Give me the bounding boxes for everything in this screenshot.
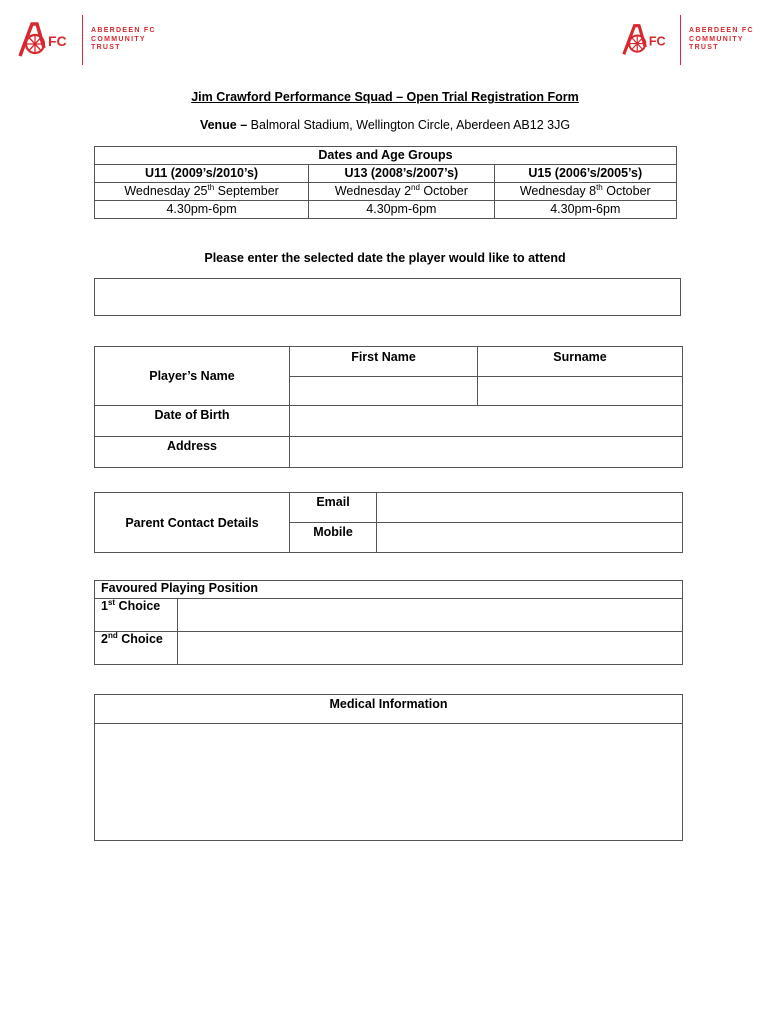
medical-information-table (94, 694, 683, 841)
dates-table (94, 146, 677, 219)
logo-line-1: ABERDEEN FC (91, 27, 156, 35)
mobile-field[interactable] (377, 523, 683, 553)
second-choice-field[interactable] (178, 632, 683, 665)
svg-text:FC: FC (648, 34, 666, 49)
date-u13: Wednesday 2nd October (309, 183, 494, 201)
date-u15: Wednesday 8th October (494, 183, 676, 201)
playing-position-header: Favoured Playing Position (95, 581, 683, 599)
time-row (95, 201, 677, 219)
date-u11: Wednesday 25th September (95, 183, 309, 201)
age-group-u11: U11 (2009’s/2010’s) (95, 165, 309, 183)
time-u13: 4.30pm-6pm (309, 201, 494, 219)
first-name-label: First Name (290, 347, 478, 377)
first-name-field[interactable] (290, 377, 478, 406)
parent-contact-label: Parent Contact Details (95, 493, 290, 553)
email-label: Email (290, 493, 377, 523)
email-field[interactable] (377, 493, 683, 523)
first-choice-label: 1st Choice (95, 599, 178, 632)
dates-table-header: Dates and Age Groups (95, 147, 677, 165)
afc-community-trust-logo-right (622, 14, 754, 66)
logo-wordmark (689, 27, 754, 53)
selected-date-field[interactable] (94, 278, 681, 316)
age-group-u15: U15 (2006’s/2005’s) (494, 165, 676, 183)
first-choice-field[interactable] (178, 599, 683, 632)
date-of-birth-label: Date of Birth (95, 406, 290, 437)
logo-line-2: COMMUNITY (689, 35, 744, 43)
player-details-table (94, 346, 683, 468)
surname-label: Surname (478, 347, 683, 377)
venue-line (0, 118, 770, 132)
address-label: Address (95, 437, 290, 468)
time-u15: 4.30pm-6pm (494, 201, 676, 219)
logo-line-3: TRUST (91, 44, 121, 52)
venue-label: Venue – (199, 118, 248, 132)
form-title: Jim Crawford Performance Squad – Open Trial Registration Form (191, 90, 579, 104)
parent-contact-table (94, 492, 683, 553)
age-group-u13: U13 (2008’s/2007’s) (309, 165, 494, 183)
logo-line-3: TRUST (689, 44, 719, 52)
age-group-row (95, 165, 677, 183)
logo-line-1: ABERDEEN FC (689, 27, 754, 35)
logo-divider (680, 15, 681, 65)
players-name-label: Player’s Name (95, 347, 290, 406)
time-u11: 4.30pm-6pm (95, 201, 309, 219)
afc-community-trust-logo-left (18, 14, 156, 66)
svg-text:FC: FC (48, 33, 67, 49)
mobile-label: Mobile (290, 523, 377, 553)
logo-line-2: COMMUNITY (91, 35, 146, 43)
date-row (95, 183, 677, 201)
surname-field[interactable] (478, 377, 683, 406)
logo-wordmark (91, 27, 156, 53)
date-of-birth-field[interactable] (290, 406, 683, 437)
address-field[interactable] (290, 437, 683, 468)
afc-crest-icon (622, 20, 674, 60)
medical-information-field[interactable] (95, 724, 683, 841)
logo-divider (82, 15, 83, 65)
medical-information-header: Medical Information (95, 695, 683, 724)
date-prompt: Please enter the selected date the player would like to attend (204, 251, 566, 265)
venue-text: Balmoral Stadium, Wellington Circle, Aberdeen AB12 3JG (247, 118, 571, 132)
afc-crest-icon (18, 20, 76, 60)
second-choice-label: 2nd Choice (95, 632, 178, 665)
playing-position-table (94, 580, 683, 665)
